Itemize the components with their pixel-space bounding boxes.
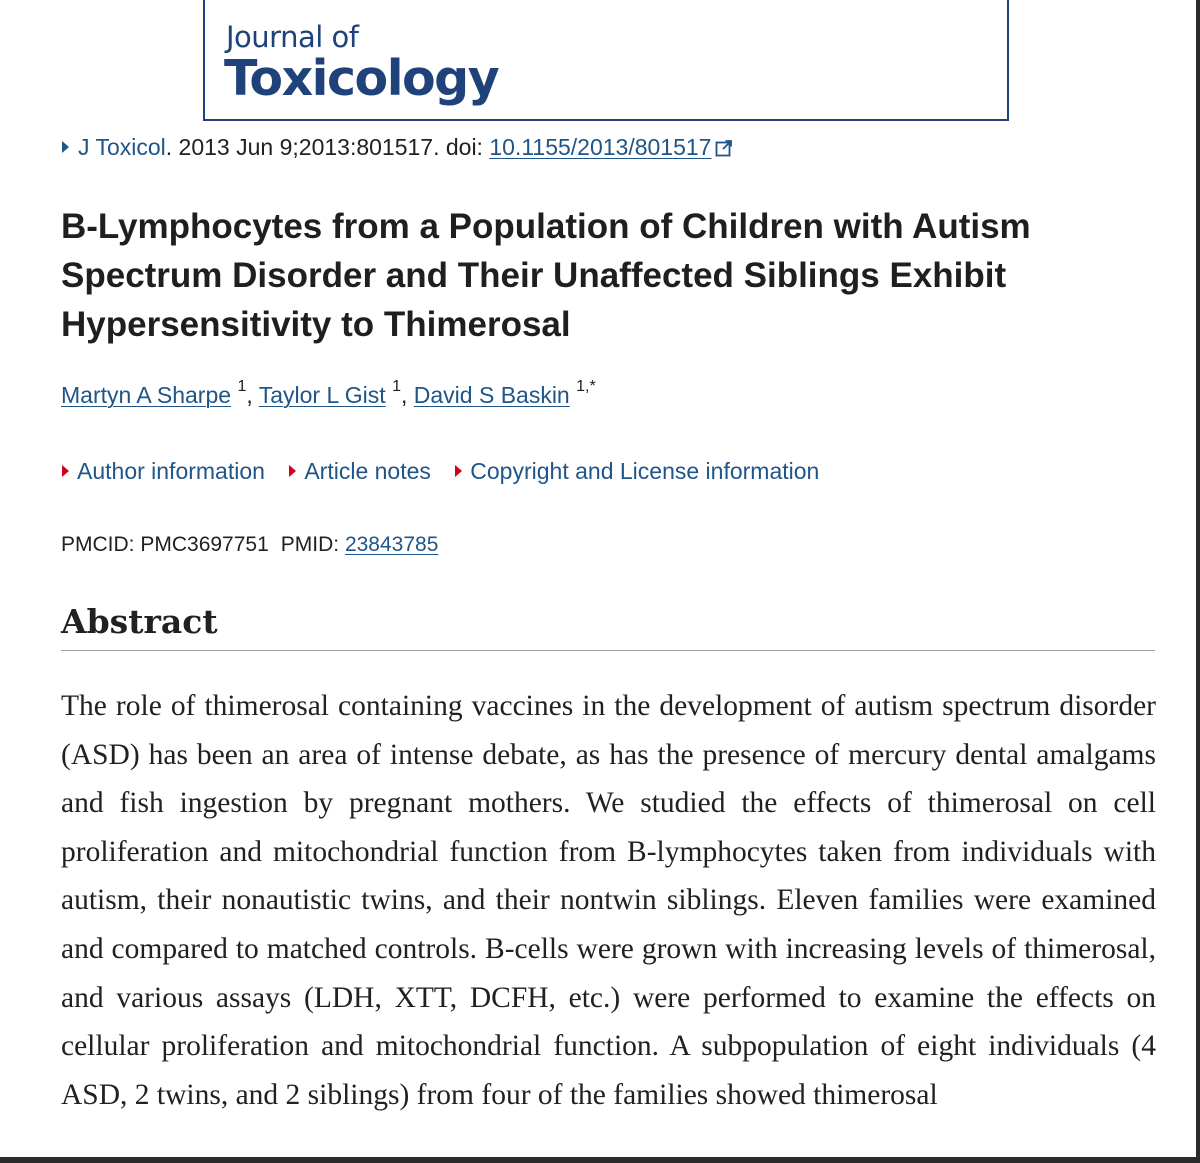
affiliation-marker[interactable]: 1	[237, 378, 247, 396]
author-link[interactable]: Martyn A Sharpe	[61, 382, 232, 408]
article-title: B-Lymphocytes from a Population of Children with Autism Spectrum Disorder and Their Unaffected Siblings Exhibit Hypersensitivity to Thimerosal	[61, 207, 1031, 344]
article-ids	[61, 533, 438, 557]
info-accordions	[62, 458, 837, 485]
abstract-text: The role of thimerosal containing vaccines in the development of autism spectrum disorder (ASD) has been an area of intense debate, as has the presence of mercury dental amalgams and fish ingestion by pregnant mothers. We studied the effects of thimerosal on cell proliferation and mitochondrial function from B-lymphocytes taken from individuals with autism, their nonautistic twins, and their nontwin siblings. Eleven families were examined and compared to matched controls. B-cells were grown with increasing levels of thimerosal, and various assays (LDH, XTT, DCFH, etc.) were performed to examine the effects on cellular proliferation and mitochondrial function. A subpopulation of eight individuals (4 ASD, 2 twins, and 2 siblings) from four of the families showed thimerosal	[61, 690, 1156, 1111]
citation-details: . 2013 Jun 9;2013:801517. doi:	[165, 134, 490, 160]
pmid-label: PMID:	[280, 533, 345, 556]
author-link[interactable]: David S Baskin	[413, 382, 570, 408]
journal-logo[interactable]	[203, 0, 1009, 121]
author-link[interactable]: Taylor L Gist	[258, 382, 386, 408]
affiliation-marker[interactable]: 1	[392, 378, 401, 396]
right-edge-bar	[1196, 0, 1200, 1163]
author-information-toggle[interactable]: Author information	[62, 458, 265, 485]
pmcid-value: PMC3697751	[140, 533, 269, 556]
author-list: Martyn A Sharpe $^1$, Taylor L Gist $^1$, David S Baskin $^{1,*}$	[61, 378, 596, 408]
journal-logo-line1: Journal of	[226, 20, 359, 54]
external-link-icon[interactable]	[715, 139, 733, 157]
triangle-right-icon	[62, 465, 69, 477]
pmid-link[interactable]: 23843785	[344, 533, 439, 556]
abstract-divider	[61, 650, 1155, 651]
citation-line	[62, 134, 733, 161]
abstract-heading: Abstract	[61, 602, 218, 641]
triangle-right-icon	[289, 465, 296, 477]
article-notes-toggle[interactable]: Article notes	[289, 458, 431, 485]
triangle-right-icon	[62, 141, 69, 153]
journal-link[interactable]: J Toxicol	[78, 134, 166, 160]
copyright-license-toggle[interactable]: Copyright and License information	[455, 458, 819, 485]
pmcid-label: PMCID:	[61, 533, 141, 556]
bottom-edge-bar	[0, 1157, 1200, 1163]
affiliation-marker[interactable]: 1,*	[576, 378, 596, 396]
triangle-right-icon	[455, 465, 462, 477]
doi-link[interactable]: 10.1155/2013/801517	[489, 134, 712, 160]
journal-logo-line2: Toxicology	[224, 50, 499, 107]
